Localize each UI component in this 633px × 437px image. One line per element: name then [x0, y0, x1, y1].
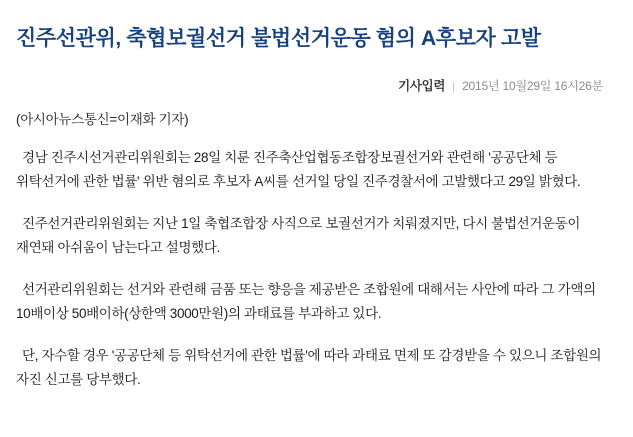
body-paragraph: 선거관리위원회는 선거와 관련해 금품 또는 향응을 제공받은 조합원에 대해서는 사안에 따라 그 가액의 10배이상 50배이하(상한액 3000만원)의 과태료를 부과하고 있다.: [16, 281, 596, 321]
body-paragraph: 단, 자수할 경우 '공공단체 등 위탁선거에 관한 법률'에 따라 과태료 면제 또 감경받을 수 있으니 조합원의 자진 신고를 당부했다.: [16, 347, 602, 387]
body-paragraph: 경남 진주시선거관리위원회는 28일 치룬 진주축산업협동조합장보궐선거와 관련해 '공공단체 등 위탁선거에 관한 법률' 위반 혐의로 후보자 A씨를 선거일 당일 진주경찰서에 고발했다고 29일 밝혔다.: [16, 149, 581, 189]
meta-label: 기사입력: [398, 78, 446, 93]
article-meta: [16, 76, 617, 94]
byline: (아시아뉴스통신=이재화 기자): [16, 111, 189, 127]
page-title: 진주선관위, 축협보궐선거 불법선거운동 혐의 A후보자 고발: [16, 27, 541, 50]
meta-separator: |: [452, 80, 456, 93]
meta-timestamp: 2015년 10월29일 16시26분: [462, 78, 603, 93]
article-body: [16, 146, 617, 392]
body-paragraph: 진주선거관리위원회는 지난 1일 축협조합장 사직으로 보궐선거가 치뤄졌지만, 다시 불법선거운동이 재연돼 아쉬움이 남는다고 설명했다.: [16, 215, 581, 255]
